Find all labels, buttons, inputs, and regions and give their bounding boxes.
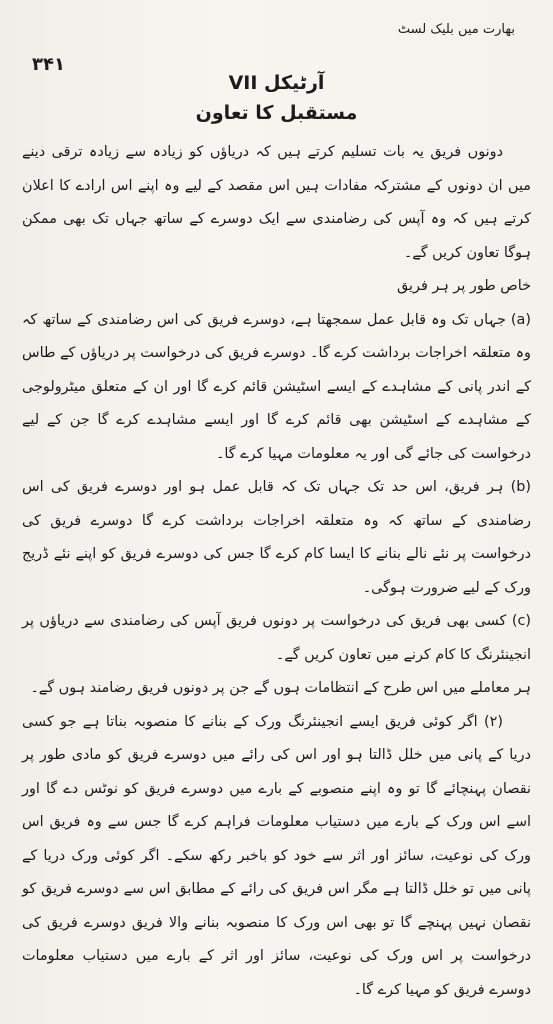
paragraph-especially: خاص طور پر ہر فریق bbox=[397, 278, 531, 294]
page-number: ۳۴۱ bbox=[32, 54, 65, 75]
paragraph-intro: دونوں فریق یہ بات تسلیم کرتے ہیں کہ دریاؤں کو زیادہ سے زیادہ ترقی دینے میں ان دونوں کے مشترکہ مفادات ہیں اس مقصد کے لیے وہ اپنے اس ارادے کا اعلان کرتے ہیں کہ وہ آپس کی رضامندی سے ایک دوسرے کے ساتھ جہاں تک بھی ممکن ہوگا تعاون کریں گے۔ bbox=[22, 144, 531, 261]
paragraph-clause-b: (b) ہر فریق، اس حد تک جہاں تک کہ قابل عمل ہو اور دوسرے فریق کی اس رضامندی کے ساتھ کہ وہ متعلقہ اخراجات برداشت کرے گا دوسرے فریق کی درخواست پر نئے نالے بنانے کا ایسا کام کرے گا جس کی دوسرے فریق کو اپنے نئے ڈریج ورک کے لیے ضرورت ہوگی۔ bbox=[22, 479, 531, 596]
article-body bbox=[22, 136, 531, 1007]
paragraph-clause-a: (a) جہاں تک وہ قابل عمل سمجھتا ہے، دوسرے فریق کی اس رضامندی کے ساتھ کہ وہ متعلقہ اخراجات برداشت کرے گا۔ دوسرے فریق کی درخواست پر دریاؤں کے طاس کے اندر پانی کے مشاہدے کے ایسے اسٹیشن قائم کرے گا اور ان کے متعلق میٹرولوجی کے مشاہدے کے اسٹیشن بھی قائم کرے گا اور ایسے مشاہدے کرے گا جن کے لیے درخواست کی جائے گی اور یہ معلومات مہیا کرے گا۔ bbox=[22, 311, 531, 462]
paragraph-arrangements: ہر معاملے میں اس طرح کے انتظامات ہوں گے جن پر دونوں فریق رضامند ہوں گے۔ bbox=[30, 680, 531, 696]
running-header: بھارت میں بلیک لسٹ bbox=[397, 22, 515, 37]
article-heading: آرٹیکل VII bbox=[228, 72, 325, 94]
paragraph-clause-2: (۲) اگر کوئی فریق ایسے انجینئرنگ ورک کے بنانے کا منصوبہ بناتا ہے جو کسی دریا کے پانی میں خلل ڈالتا ہو اور اس کی رائے میں دوسرے فریق کو مادی طور پر نقصان پہنچائے گا تو وہ اپنے منصوبے کے بارے میں دوسرے فریق کو نوٹس دے گا اور اسے اس ورک کے بارے میں دستیاب معلومات فراہم کرے گا جس سے وہ فریق اس ورک کی نوعیت، سائز اور اثر سے خود کو باخبر رکھ سکے۔ اگر کوئی ورک دریا کے پانی میں تو خلل ڈالتا ہے مگر اس فریق کی رائے کے مطابق اس سے دوسرے فریق کو نقصان نہیں پہنچے گا تو بھی اس ورک کا منصوبہ بنانے والا فریق دوسرے فریق کی درخواست پر اس ورک کی نوعیت، سائز اور اثر کے بارے میں دستیاب معلومات دوسرے فریق کو مہیا کرے گا۔ bbox=[22, 713, 531, 998]
article-subheading: مستقبل کا تعاون bbox=[195, 102, 358, 124]
paragraph-clause-c: (c) کسی بھی فریق کی درخواست پر دونوں فریق آپس کی رضامندی سے دریاؤں پر انجینئرنگ کا کام کرنے میں تعاون کریں گے۔ bbox=[22, 613, 531, 663]
